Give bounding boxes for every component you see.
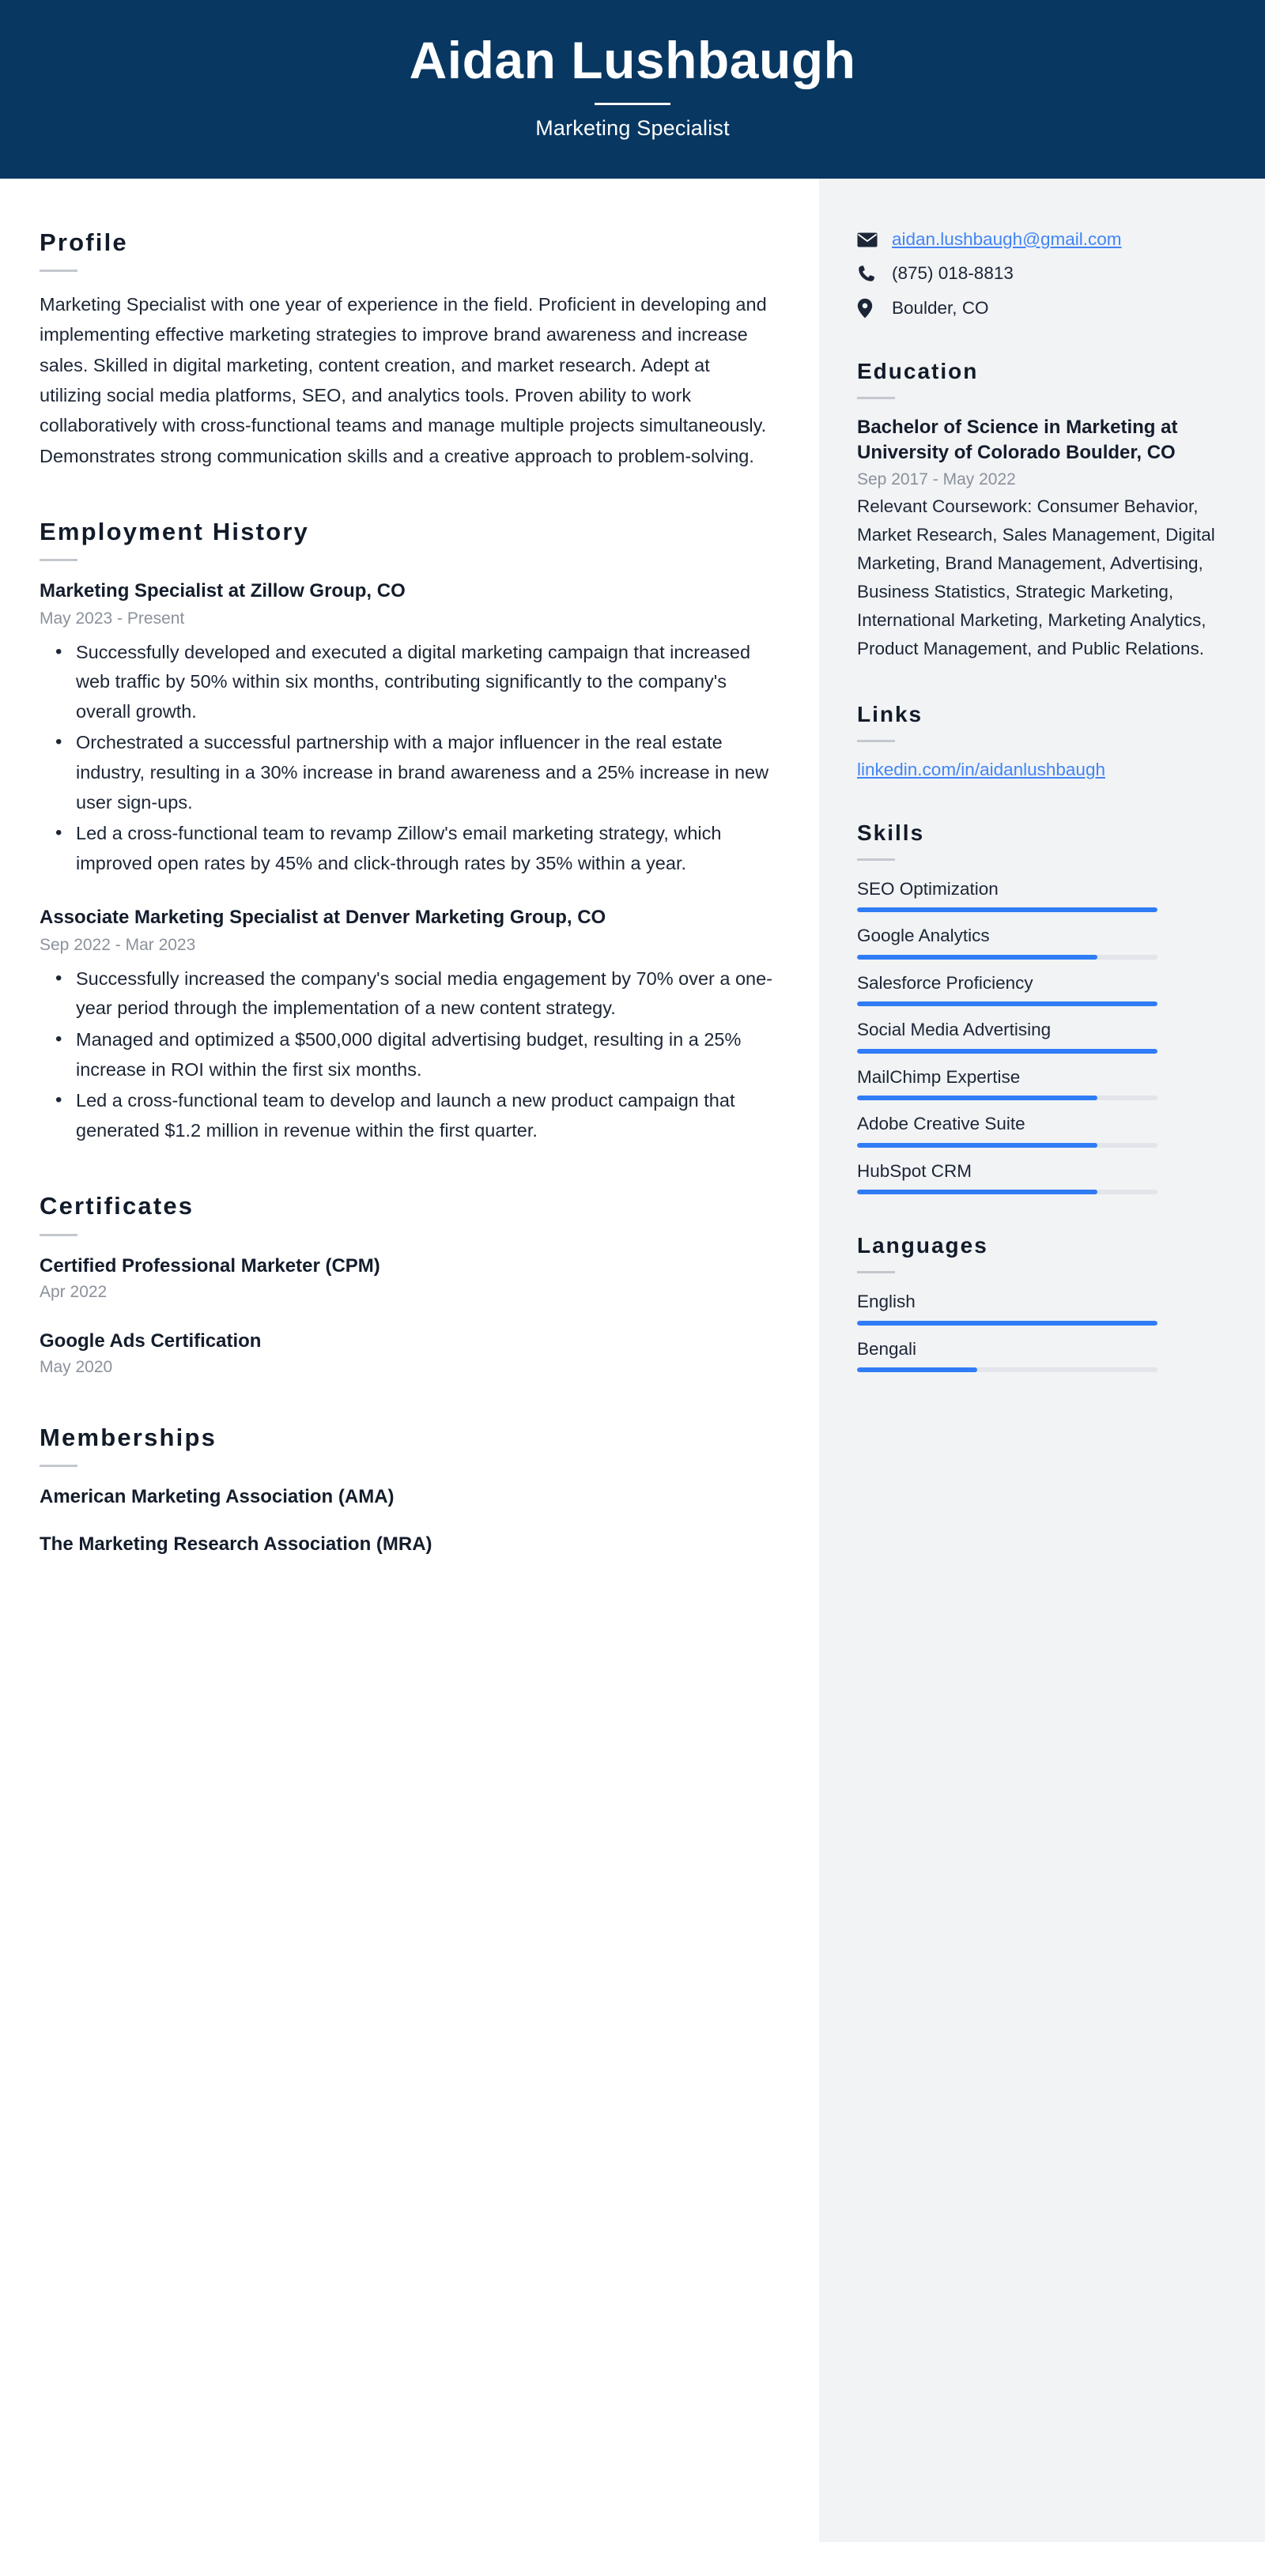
- language-label: Bengali: [857, 1338, 917, 1359]
- education-description: Relevant Coursework: Consumer Behavior, Market Research, Sales Management, Digital Marketing, Brand Management, Advertising, Business Statistics, Strategic Marketing, International Marketing, Marketing Analytics, Product Management, and Public Relations.: [857, 496, 1215, 659]
- skill-label: Google Analytics: [857, 926, 990, 946]
- profile-heading: Profile: [40, 228, 128, 256]
- section-divider: [857, 1271, 895, 1273]
- education-entry: [857, 415, 1233, 664]
- job-bullet-list: [40, 964, 773, 1146]
- skills-heading: Skills: [857, 820, 925, 846]
- section-divider: [857, 397, 895, 399]
- job-bullet-list: [40, 638, 773, 879]
- location-pin-icon: [857, 298, 881, 319]
- section-divider: [40, 1234, 77, 1236]
- phone-number: (875) 018-8813: [892, 263, 1014, 284]
- skill-level-fill: [857, 907, 1157, 912]
- sidebar-column: [819, 179, 1265, 2542]
- certificate-date: May 2020: [40, 1357, 113, 1376]
- skill-level-fill: [857, 1001, 1157, 1006]
- skill-label: MailChimp Expertise: [857, 1066, 1021, 1087]
- job-bullet: • Orchestrated a successful partnership with a major influencer in the real estate industry, resulting in a 30% increase in brand awareness and a 25% increase in new user sign-ups.: [76, 728, 773, 817]
- section-divider: [40, 1465, 77, 1467]
- job-date: Sep 2022 - Mar 2023: [40, 936, 196, 955]
- skill-level-bar: [857, 1190, 1157, 1194]
- skill-level-fill: [857, 1049, 1157, 1054]
- contact-row-email: [857, 228, 1233, 251]
- certificate-name: Google Ads Certification: [40, 1329, 262, 1352]
- section-links: [857, 701, 1233, 782]
- skill-label: HubSpot CRM: [857, 1160, 972, 1181]
- section-education: [857, 358, 1233, 663]
- section-employment-history: [40, 517, 773, 1145]
- job-bullet: • Led a cross-functional team to revamp Zillow's email marketing strategy, which improved open rates by 45% and click-through rates by 35% within a year.: [76, 819, 773, 878]
- header-job-title: Marketing Specialist: [535, 115, 730, 140]
- skill-level-fill: [857, 955, 1097, 960]
- employment-heading: Employment History: [40, 517, 310, 545]
- education-date: Sep 2017 - May 2022: [857, 470, 1016, 489]
- job-bullet: • Successfully increased the company's social media engagement by 70% over a one-year period through the implementation of a new content strategy.: [76, 964, 773, 1024]
- section-memberships: [40, 1423, 773, 1558]
- skill-row: [857, 1065, 1233, 1101]
- resume-header: [0, 0, 1265, 179]
- skill-row: [857, 923, 1233, 960]
- skill-level-fill: [857, 1143, 1097, 1148]
- certificates-heading: Certificates: [40, 1192, 194, 1220]
- section-profile: [40, 228, 773, 471]
- certificate-date: Apr 2022: [40, 1282, 108, 1301]
- skill-level-bar: [857, 1143, 1157, 1148]
- skill-level-fill: [857, 1190, 1097, 1194]
- certificate-entry: [40, 1329, 773, 1377]
- email-link[interactable]: aidan.lushbaugh@gmail.com: [892, 228, 1122, 249]
- linkedin-link[interactable]: linkedin.com/in/aidanlushbaugh: [857, 760, 1105, 779]
- profile-text: Marketing Specialist with one year of experience in the field. Proficient in developing and implementing effective marketing strategies to improve brand awareness and increase sales. Skilled in digital marketing, content creation, and market research. Adept at utilizing social media platforms, SEO, and analytics tools. Proven ability to work collaboratively with cross-functional teams and manage multiple projects simultaneously. Demonstrates strong communication skills and a creative approach to problem-solving.: [40, 294, 767, 466]
- resume-body: [0, 179, 1265, 2542]
- skill-level-fill: [857, 1096, 1097, 1100]
- job-bullet: • Managed and optimized a $500,000 digital advertising budget, resulting in a 25% increase in ROI within the first six months.: [76, 1025, 773, 1084]
- language-label: English: [857, 1292, 916, 1312]
- job-title: Marketing Specialist at Zillow Group, CO: [40, 580, 406, 602]
- language-level-fill: [857, 1321, 1157, 1326]
- certificate-entry: [40, 1254, 773, 1302]
- envelope-icon: [857, 229, 881, 250]
- section-divider: [857, 740, 895, 742]
- skill-row: [857, 1111, 1233, 1148]
- section-skills: [857, 820, 1233, 1194]
- job-title: Associate Marketing Specialist at Denver Marketing Group, CO: [40, 907, 606, 929]
- skill-row: [857, 1017, 1233, 1054]
- education-heading: Education: [857, 359, 979, 384]
- education-title: Bachelor of Science in Marketing at University of Colorado Boulder, CO: [857, 416, 1178, 464]
- language-level-bar: [857, 1321, 1157, 1326]
- languages-heading: Languages: [857, 1233, 988, 1258]
- skill-level-bar: [857, 1049, 1157, 1054]
- skill-level-bar: [857, 955, 1157, 960]
- language-level-fill: [857, 1367, 977, 1372]
- skill-row: [857, 1159, 1233, 1195]
- location-text: Boulder, CO: [892, 297, 989, 318]
- skill-label: SEO Optimization: [857, 878, 999, 899]
- skill-level-bar: [857, 1096, 1157, 1100]
- job-bullet: • Successfully developed and executed a digital marketing campaign that increased web traffic by 50% within six months, contributing significantly to the company's overall growth.: [76, 638, 773, 727]
- job-date: May 2023 - Present: [40, 609, 185, 628]
- skill-row: [857, 971, 1233, 1007]
- membership-name: The Marketing Research Association (MRA): [40, 1533, 432, 1556]
- skill-level-bar: [857, 907, 1157, 912]
- employment-entry: [40, 905, 773, 1145]
- section-divider: [40, 270, 77, 272]
- page-title: Aidan Lushbaugh: [409, 31, 856, 89]
- employment-entry: [40, 579, 773, 878]
- section-divider: [857, 858, 895, 861]
- header-divider: [595, 103, 670, 105]
- memberships-heading: Memberships: [40, 1423, 217, 1451]
- links-heading: Links: [857, 702, 923, 727]
- contact-row-location: [857, 296, 1233, 320]
- section-languages: [857, 1232, 1233, 1372]
- certificate-name: Certified Professional Marketer (CPM): [40, 1254, 380, 1277]
- skill-row: [857, 877, 1233, 913]
- contact-list: [857, 228, 1233, 320]
- section-certificates: [40, 1191, 773, 1377]
- main-column: [0, 179, 819, 2542]
- skill-level-bar: [857, 1001, 1157, 1006]
- skill-label: Adobe Creative Suite: [857, 1114, 1025, 1134]
- membership-name: American Marketing Association (AMA): [40, 1486, 395, 1508]
- skill-label: Social Media Advertising: [857, 1020, 1052, 1040]
- language-level-bar: [857, 1367, 1157, 1372]
- job-bullet: • Led a cross-functional team to develop and launch a new product campaign that generated $1.2 million in revenue within the first quarter.: [76, 1086, 773, 1145]
- contact-row-phone: [857, 262, 1233, 285]
- language-row: [857, 1337, 1233, 1373]
- skill-label: Salesforce Proficiency: [857, 972, 1033, 993]
- section-divider: [40, 559, 77, 561]
- language-row: [857, 1289, 1233, 1326]
- phone-icon: [857, 263, 881, 284]
